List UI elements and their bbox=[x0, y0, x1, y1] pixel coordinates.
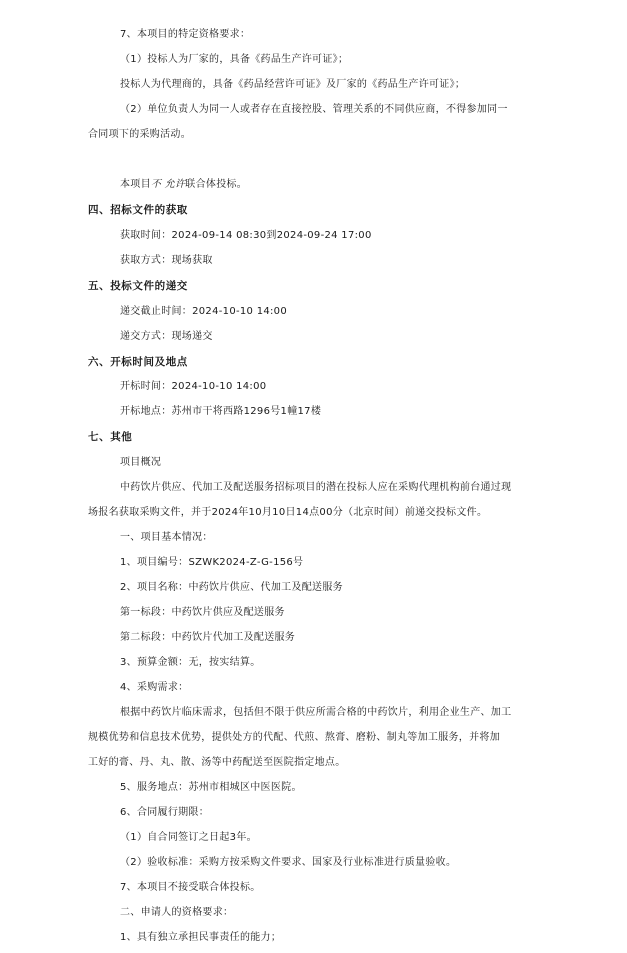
submit-method: 递交方式：现场递交 bbox=[120, 331, 213, 342]
procurement-needs-heading: 4、采购需求： bbox=[120, 682, 189, 693]
project-number: 1、项目编号：SZWK2024-Z-G-156号 bbox=[120, 557, 304, 568]
project-overview-title: 项目概况 bbox=[120, 457, 162, 468]
requirement-item-7: 7、本项目的特定资格要求： bbox=[120, 29, 251, 40]
applicant-requirement-1: 1、具有独立承担民事责任的能力； bbox=[120, 932, 282, 943]
contract-period-heading: 6、合同履行期限： bbox=[120, 807, 210, 818]
obtain-method: 获取方式：现场获取 bbox=[120, 255, 213, 266]
procurement-needs-line-3: 工好的膏、丹、丸、散、汤等中药配送至医院指定地点。 bbox=[88, 757, 346, 768]
submit-deadline: 递交截止时间：2024-10-10 14:00 bbox=[120, 306, 288, 317]
requirement-agent: 投标人为代理商的，具备《药品经营许可证》及厂家的《药品生产许可证》； bbox=[120, 79, 466, 90]
lot-1: 第一标段：中药饮片供应及配送服务 bbox=[120, 607, 285, 618]
service-location: 5、服务地点：苏州市相城区中医医院。 bbox=[120, 782, 302, 793]
consortium-statement bbox=[120, 178, 247, 192]
no-consortium: 7、本项目不接受联合体投标。 bbox=[120, 882, 261, 893]
applicant-requirements-heading: 二、申请人的资格要求： bbox=[120, 907, 234, 918]
contract-period-1: （1）自合同签订之日起3年。 bbox=[120, 832, 257, 843]
project-overview-line-2: 场报名获取采购文件，并于2024年10月10日14点00分（北京时间）前递交投标文件。 bbox=[88, 507, 488, 518]
basic-info-heading: 一、项目基本情况： bbox=[120, 532, 213, 543]
acceptance-standard: （2）验收标准：采购方按采购文件要求、国家及行业标准进行质量验收。 bbox=[120, 857, 457, 868]
procurement-needs-line-2: 规模优势和信息技术优势，提供处方的代配、代煎、熬膏、磨粉、制丸等加工服务，并将加 bbox=[88, 732, 500, 743]
consortium-suffix: 联合体投标。 bbox=[185, 179, 248, 190]
project-name: 2、项目名称：中药饮片供应、代加工及配送服务 bbox=[120, 582, 343, 593]
section-heading-4: 四、招标文件的获取 bbox=[88, 204, 188, 216]
opening-time: 开标时间：2024-10-10 14:00 bbox=[120, 381, 267, 392]
opening-location: 开标地点：苏州市干将西路1296号1幢17楼 bbox=[120, 406, 322, 417]
obtain-time: 获取时间：2024-09-14 08:30到2024-09-24 17:00 bbox=[120, 230, 372, 241]
section-heading-7: 七、其他 bbox=[88, 431, 133, 443]
section-heading-6: 六、开标时间及地点 bbox=[88, 356, 188, 368]
consortium-prefix: 本项目 bbox=[120, 179, 151, 190]
requirement-sub-2-cont: 合同项下的采购活动。 bbox=[88, 129, 191, 140]
section-heading-5: 五、投标文件的递交 bbox=[88, 280, 188, 292]
requirement-sub-1: （1）投标人为厂家的，具备《药品生产许可证》； bbox=[120, 54, 349, 65]
project-overview-line-1: 中药饮片供应、代加工及配送服务招标项目的潜在投标人应在采购代理机构前台通过现 bbox=[120, 482, 512, 493]
requirement-sub-2: （2）单位负责人为同一人或者存在直接控股、管理关系的不同供应商，不得参加同一 bbox=[120, 104, 508, 115]
lot-2: 第二标段：中药饮片代加工及配送服务 bbox=[120, 632, 296, 643]
budget-amount: 3、预算金额：无，按实结算。 bbox=[120, 657, 261, 668]
consortium-allow: 不 允许 bbox=[150, 179, 186, 190]
procurement-needs-line-1: 根据中药饮片临床需求，包括但不限于供应所需合格的中药饮片，利用企业生产、加工 bbox=[120, 707, 512, 718]
